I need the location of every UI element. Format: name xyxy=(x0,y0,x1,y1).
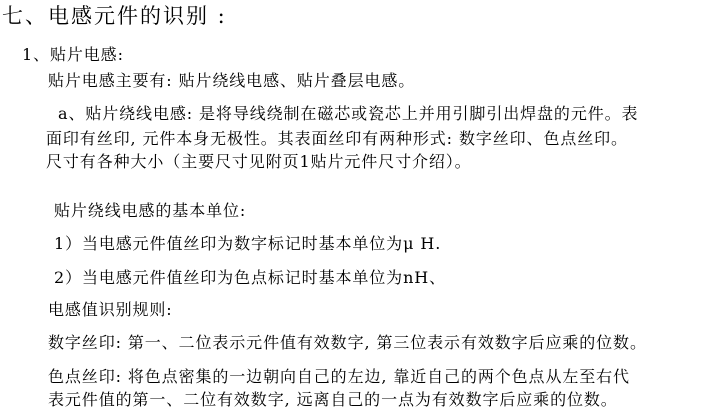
paragraph-a-line-2: 面印有丝印, 元件本身无极性。其表面丝印有两种形式: 数字丝印、色点丝印。 xyxy=(46,129,628,148)
paragraph-a-line-1: a、贴片绕线电感: 是将导线绕制在磁芯或瓷芯上并用引脚引出焊盘的元件。表 xyxy=(58,104,639,123)
rule-digital: 数字丝印: 第一、二位表示元件值有效数字, 第三位表示有效数字后应乘的位数。 xyxy=(48,333,647,352)
subsection-heading: 1、贴片电感: xyxy=(22,45,124,64)
intro-text: 贴片电感主要有: 贴片绕线电感、贴片叠层电感。 xyxy=(48,71,416,90)
unit-heading: 贴片绕线电感的基本单位: xyxy=(54,201,247,220)
unit-item-2: 2）当电感元件值丝印为色点标记时基本单位为nH、 xyxy=(54,268,447,287)
unit-item-1: 1）当电感元件值丝印为数字标记时基本单位为μ H. xyxy=(54,234,442,253)
rule-color-line-1: 色点丝印: 将色点密集的一边朝向自己的左边, 靠近自己的两个色点从左至右代 xyxy=(48,367,630,386)
rule-color-line-2: 表元件值的第一、二位有效数字, 远离自己的一点为有效数字后应乘的位数。 xyxy=(48,390,618,409)
paragraph-a-line-3: 尺寸有各种大小（主要尺寸见附页1贴片元件尺寸介绍）。 xyxy=(46,152,472,171)
section-title: 七、电感元件的识别 : xyxy=(2,4,227,28)
rule-heading: 电感值识别规则: xyxy=(48,300,173,319)
